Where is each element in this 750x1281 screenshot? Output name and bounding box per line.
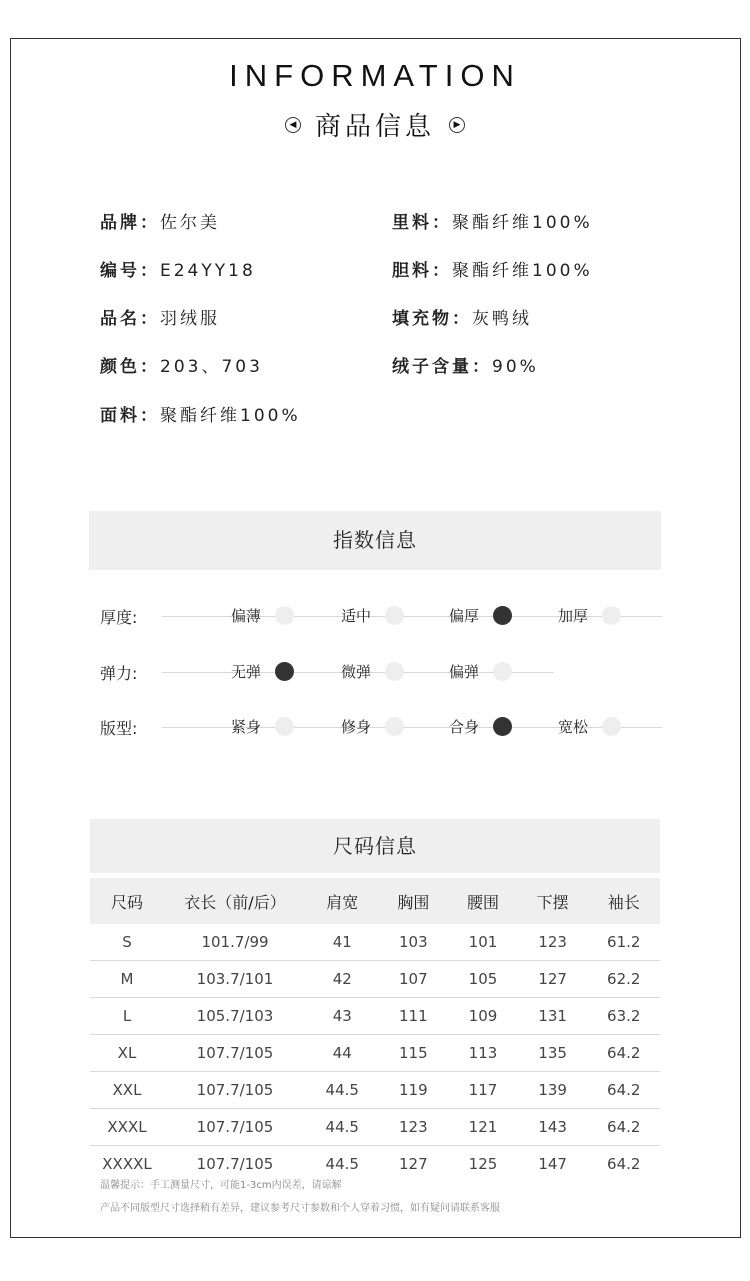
info-key: 里料： [392, 213, 452, 233]
info-key: 胆料： [392, 261, 452, 281]
size-cell: 119 [379, 1072, 449, 1109]
size-cell: 43 [306, 998, 379, 1035]
size-cell: 147 [538, 1155, 567, 1173]
index-row-label: 厚度: [100, 608, 138, 627]
index-option-dot [602, 606, 621, 625]
size-cell: 115 [379, 1035, 449, 1072]
size-cell: 64.2 [587, 1035, 660, 1072]
size-table [90, 878, 660, 1182]
size-cell: 44.5 [306, 1109, 379, 1146]
index-option-label: 合身 [449, 718, 480, 736]
index-option-dot [602, 717, 621, 736]
size-header-cell: 尺码 [90, 878, 164, 924]
info-brand [100, 208, 220, 233]
index-option-label: 加厚 [558, 607, 589, 625]
size-cell: 107 [379, 961, 449, 998]
info-key: 品牌： [100, 213, 160, 233]
size-cell: 64.2 [587, 1109, 660, 1146]
size-cell: 131 [518, 998, 588, 1035]
title-cn-wrapper [0, 106, 750, 143]
measurement-note: 温馨提示：手工测量尺寸，可能1-3cm内误差，请谅解 [100, 1180, 342, 1191]
index-option-label: 适中 [341, 607, 372, 625]
info-code [100, 256, 256, 281]
index-option-dot [385, 717, 404, 736]
size-cell: 107.7/105 [196, 1155, 274, 1173]
info-value: E24YY18 [160, 261, 256, 281]
info-key: 品名： [100, 309, 160, 329]
index-option-dot-selected [275, 662, 294, 681]
info-inner-fabric [392, 256, 593, 281]
index-row-label: 版型: [100, 719, 138, 738]
index-option-dot [275, 717, 294, 736]
right-arrow-icon: ▶ [449, 117, 465, 133]
size-cell: 143 [518, 1109, 588, 1146]
size-cell: 44.5 [306, 1072, 379, 1109]
info-value: 佐尔美 [160, 213, 220, 233]
table-row [90, 1109, 660, 1146]
info-key: 编号： [100, 261, 160, 281]
info-color [100, 352, 263, 377]
index-option-label: 偏薄 [231, 607, 262, 625]
size-cell: 113 [448, 1035, 518, 1072]
size-cell: 101 [448, 924, 518, 961]
title-en: INFORMATION [229, 58, 521, 93]
info-value: 90% [492, 357, 539, 377]
size-cell: 63.2 [587, 998, 660, 1035]
size-cell: 109 [448, 998, 518, 1035]
info-lining [392, 208, 593, 233]
size-cell: XXXL [90, 1109, 164, 1146]
info-value: 灰鸭绒 [472, 309, 532, 329]
size-header-cell: 肩宽 [306, 878, 379, 924]
size-cell: 123 [379, 1109, 449, 1146]
size-cell: 125 [468, 1155, 498, 1173]
info-key: 面料： [100, 406, 160, 426]
index-row-thickness [0, 601, 750, 631]
table-row [90, 1072, 660, 1109]
info-key: 绒子含量： [392, 357, 492, 377]
info-value: 聚酯纤维100% [452, 213, 593, 233]
index-option-dot [385, 606, 404, 625]
info-filling [392, 304, 532, 329]
size-cell: 61.2 [587, 924, 660, 961]
size-cell: 103 [379, 924, 449, 961]
size-table-header-row [90, 878, 660, 924]
size-cell: 139 [518, 1072, 588, 1109]
size-cell: S [90, 924, 164, 961]
table-row [90, 1035, 660, 1072]
index-option-label: 修身 [341, 718, 372, 736]
size-cell: 135 [518, 1035, 588, 1072]
size-cell: 41 [306, 924, 379, 961]
size-section-title: 尺码信息 [90, 819, 660, 873]
index-option-label: 无弹 [231, 663, 262, 681]
info-key: 颜色： [100, 357, 160, 377]
fit-note: 产品不同版型尺寸选择稍有差异，建议参考尺寸参数和个人穿着习惯，如有疑问请联系客服 [100, 1203, 500, 1214]
size-cell: 105.7/103 [164, 998, 306, 1035]
size-cell: 64.2 [587, 1072, 660, 1109]
index-option-dot [493, 662, 512, 681]
size-cell: 127 [399, 1155, 428, 1173]
size-cell: 123 [518, 924, 588, 961]
size-cell: 117 [448, 1072, 518, 1109]
index-option-dot [275, 606, 294, 625]
size-header-cell: 袖长 [587, 878, 660, 924]
size-header-cell: 腰围 [448, 878, 518, 924]
index-option-dot-selected [493, 606, 512, 625]
index-option-dot [385, 662, 404, 681]
size-cell: 44 [306, 1035, 379, 1072]
index-option-label: 偏厚 [449, 607, 480, 625]
index-row-elasticity [0, 657, 750, 687]
size-cell: XXXXL [102, 1155, 152, 1173]
size-cell: 42 [306, 961, 379, 998]
info-value: 聚酯纤维100% [160, 406, 301, 426]
index-option-label: 宽松 [558, 718, 589, 736]
info-value: 羽绒服 [160, 309, 220, 329]
size-header-cell: 胸围 [379, 878, 449, 924]
index-option-label: 微弹 [341, 663, 372, 681]
info-value: 203、703 [160, 357, 263, 377]
size-cell: 107.7/105 [164, 1072, 306, 1109]
size-cell: XL [90, 1035, 164, 1072]
table-row [90, 998, 660, 1035]
index-row-fit [0, 712, 750, 742]
table-row [90, 924, 660, 961]
info-key: 填充物： [392, 309, 472, 329]
info-product-name [100, 304, 220, 329]
index-section-title: 指数信息 [89, 511, 661, 570]
size-cell: 127 [518, 961, 588, 998]
size-cell: 101.7/99 [164, 924, 306, 961]
table-row [90, 961, 660, 998]
size-cell: 111 [379, 998, 449, 1035]
size-cell: 105 [448, 961, 518, 998]
info-down-content [392, 352, 539, 377]
size-cell: 107.7/105 [164, 1109, 306, 1146]
left-arrow-icon: ◀ [285, 117, 301, 133]
size-cell: 64.2 [607, 1155, 641, 1173]
size-cell: 62.2 [587, 961, 660, 998]
title-cn: 商品信息 [314, 112, 435, 142]
size-cell: L [90, 998, 164, 1035]
size-cell: 107.7/105 [164, 1035, 306, 1072]
index-row-label: 弹力: [100, 664, 138, 683]
info-value: 聚酯纤维100% [452, 261, 593, 281]
size-cell: 44.5 [325, 1155, 359, 1173]
size-header-cell: 衣长（前/后） [164, 878, 306, 924]
size-header-cell: 下摆 [518, 878, 588, 924]
size-cell: XXL [90, 1072, 164, 1109]
size-cell: 103.7/101 [164, 961, 306, 998]
size-cell: M [90, 961, 164, 998]
size-cell: 121 [448, 1109, 518, 1146]
index-option-label: 紧身 [231, 718, 262, 736]
index-option-dot-selected [493, 717, 512, 736]
info-fabric [100, 401, 301, 426]
index-option-label: 偏弹 [449, 663, 480, 681]
